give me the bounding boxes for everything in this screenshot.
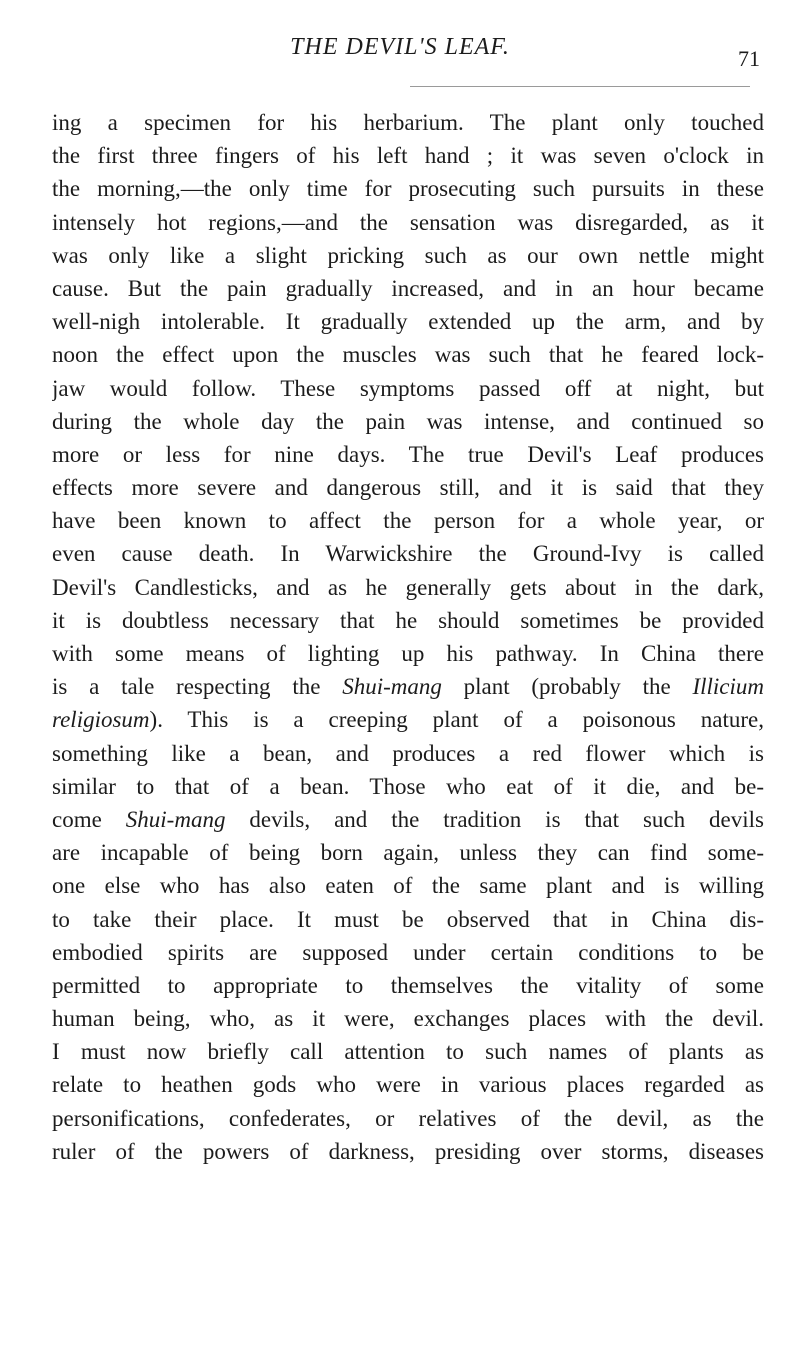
text-run: embodied spirits are supposed under certain conditions to be [52, 939, 764, 965]
text-run: noon the effect upon the muscles was such that he feared lock- [52, 342, 764, 368]
text-line [52, 305, 764, 338]
text-line [52, 206, 764, 239]
text-run: human being, who, as it were, exchanges places with the devil. [52, 1006, 764, 1032]
text-line [52, 1002, 764, 1035]
text-run: well-nigh intolerable. It gradually extended up the arm, and by [52, 309, 764, 335]
text-run: ing a specimen for his herbarium. The plant only touched [52, 110, 764, 135]
text-run: to take their place. It must be observed that in China dis- [52, 906, 764, 932]
page-number: 71 [738, 46, 760, 71]
text-line [52, 1102, 764, 1135]
text-run: similar to that of a bean. Those who eat of it die, and be- [52, 773, 764, 799]
text-run: the first three fingers of his left hand ; it was seven o'clock in [52, 143, 764, 169]
text-line [52, 936, 764, 969]
text-line [52, 372, 764, 405]
text-run: personifications, confederates, or relatives of the devil, as the [52, 1105, 764, 1131]
text-run: relate to heathen gods who were in various places regarded as [52, 1072, 764, 1098]
text-run: have been known to affect the person for a whole year, or [52, 508, 764, 534]
text-run: ruler of the powers of darkness, presiding over storms, diseases [52, 1138, 764, 1164]
text-line [52, 703, 764, 736]
text-run: more or less for nine days. The true Devil's Leaf produces [52, 441, 764, 467]
text-line [52, 338, 764, 371]
text-run: are incapable of being born again, unless they can find some- [52, 840, 764, 866]
text-line [52, 405, 764, 438]
text-run: Devil's Candlesticks, and as he generally gets about in the dark, [52, 574, 764, 600]
text-line [52, 637, 764, 670]
text-line [52, 504, 764, 537]
text-run: it is doubtless necessary that he should sometimes be provided [52, 607, 764, 633]
text-line [52, 604, 764, 637]
text-run: the morning,—the only time for prosecuting such pursuits in these [52, 176, 764, 202]
text-run: I must now briefly call attention to such names of plants as [52, 1039, 764, 1065]
running-head: THE DEVIL'S LEAF. [290, 34, 510, 60]
text-line [52, 969, 764, 1002]
text-line [52, 903, 764, 936]
header-rule [410, 86, 750, 87]
text-line [52, 1068, 764, 1101]
text-line [52, 106, 764, 139]
text-line [52, 172, 764, 205]
text-run: ). This is a creeping plant of a poisonous nature, [149, 707, 764, 733]
text-run: something like a bean, and produces a red flower which is [52, 740, 764, 766]
text-line [52, 737, 764, 770]
text-run: jaw would follow. These symptoms passed off at night, but [52, 375, 764, 401]
text-line [52, 836, 764, 869]
text-line [52, 670, 764, 703]
text-run: during the whole day the pain was intense, and continued so [52, 408, 764, 434]
text-line [52, 1035, 764, 1068]
italic-term: Shui-mang [342, 674, 442, 700]
text-run: with some means of lighting up his pathway. In China there [52, 641, 764, 666]
text-run: effects more severe and dangerous still, and it is said that they [52, 475, 764, 501]
text-line [52, 1135, 764, 1168]
italic-term: Illicium [692, 674, 764, 700]
page-header [40, 34, 760, 74]
text-run: is a tale respecting the [52, 674, 343, 700]
text-line [52, 471, 764, 504]
text-line [52, 803, 764, 836]
text-line [52, 571, 764, 604]
text-line [52, 869, 764, 902]
text-line [52, 537, 764, 570]
text-line [52, 139, 764, 172]
text-line [52, 239, 764, 272]
text-line [52, 770, 764, 803]
text-run: even cause death. In Warwickshire the Ground-Ivy is called [52, 541, 764, 567]
italic-term: religiosum [52, 707, 150, 733]
text-run: plant (probably the [441, 674, 693, 700]
body-text [52, 106, 764, 1168]
text-run: come [52, 806, 126, 832]
text-run: was only like a slight pricking such as our own nettle might [52, 242, 764, 268]
text-run: intensely hot regions,—and the sensation was disregarded, as it [52, 209, 764, 235]
text-line [52, 438, 764, 471]
text-run: cause. But the pain gradually increased, and in an hour became [52, 275, 764, 301]
text-run: devils, and the tradition is that such devils [225, 806, 764, 832]
text-line [52, 272, 764, 305]
text-run: one else who has also eaten of the same plant and is willing [52, 873, 764, 899]
italic-term: Shui-mang [125, 806, 226, 832]
text-run: permitted to appropriate to themselves the vitality of some [52, 972, 764, 998]
